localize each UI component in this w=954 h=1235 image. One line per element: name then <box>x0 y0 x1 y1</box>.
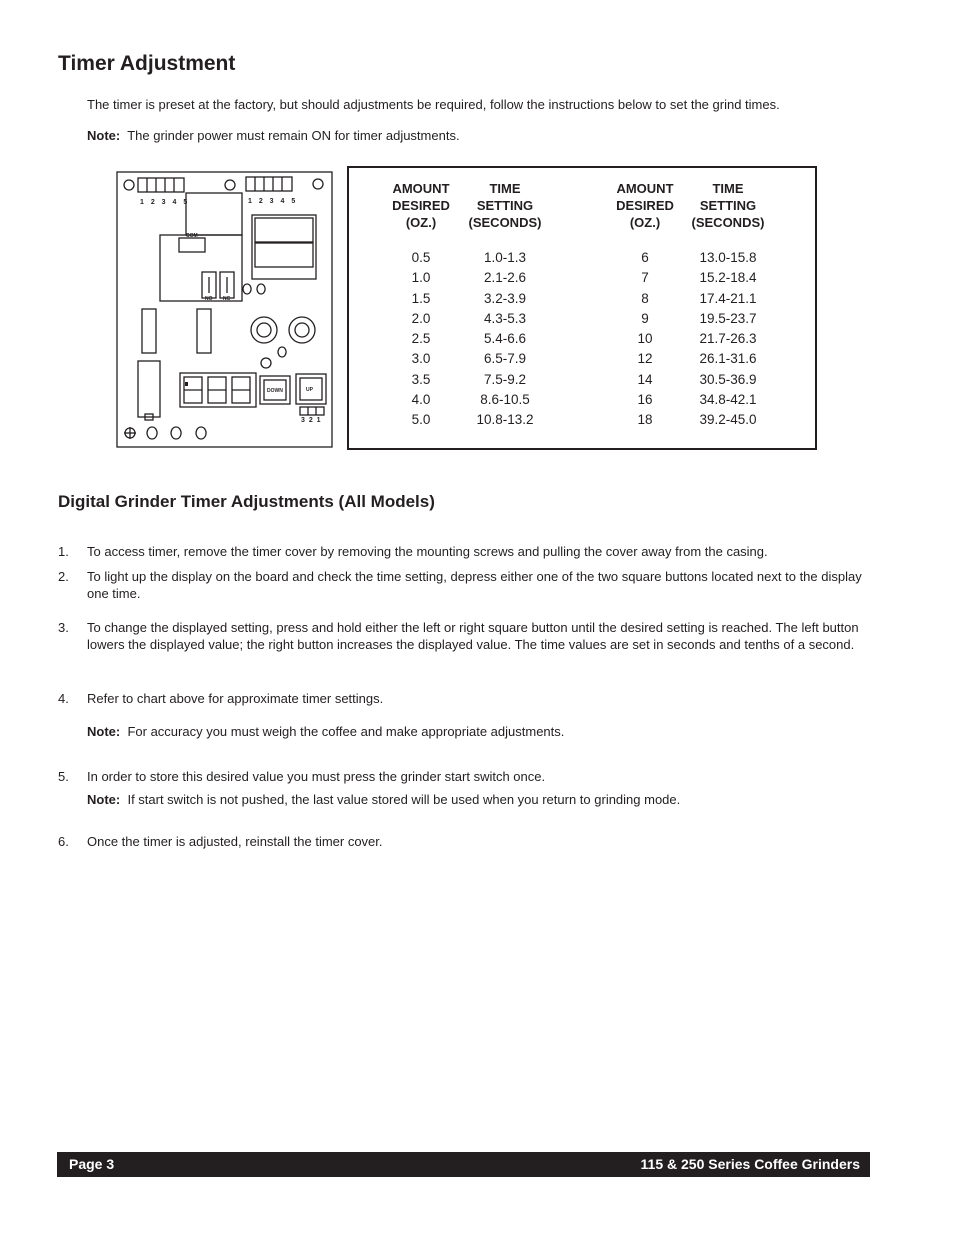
up-label: UP <box>306 387 313 393</box>
page-number: Page 3 <box>69 1156 115 1172</box>
resistor <box>197 309 211 353</box>
table-cell: 13.0-15.8 <box>699 250 757 265</box>
header-time: TIME SETTING (SECONDS) <box>468 181 542 230</box>
section-title: Digital Grinder Timer Adjustments (All Models) <box>58 492 435 511</box>
table-cell: 19.5-23.7 <box>699 310 757 326</box>
terminal-block-right <box>246 177 292 191</box>
fuse <box>138 361 160 417</box>
down-label: DOWN <box>267 388 283 394</box>
table-cell: 14 <box>637 371 653 387</box>
note-label: Note: <box>87 724 121 739</box>
time-column-1 <box>464 248 546 431</box>
bottom-terminal-numbers: 3 2 1 <box>301 417 322 424</box>
potentiometer <box>251 317 277 343</box>
table-cell: 4.0 <box>411 392 431 408</box>
amount-column-1 <box>389 248 453 431</box>
terminal-block-left <box>138 178 184 192</box>
transformer <box>186 193 242 235</box>
resistor <box>142 309 156 353</box>
header-time-2: TIME SETTING (SECONDS) <box>691 181 765 230</box>
com-label: COM <box>186 233 198 239</box>
table-cell: 8.6-10.5 <box>480 392 530 408</box>
table-cell: 10 <box>637 331 653 347</box>
no-label: NO <box>205 296 213 302</box>
table-cell: 8 <box>641 290 649 306</box>
amount-column-2 <box>611 248 679 431</box>
table-cell: 16 <box>637 392 653 408</box>
note-text: The grinder power must remain ON for timer adjustments. <box>127 128 460 143</box>
mounting-hole <box>313 179 323 189</box>
table-cell: 2.5 <box>411 331 431 347</box>
relay <box>160 235 242 301</box>
table-cell: 2.1-2.6 <box>483 270 527 286</box>
table-cell: 18 <box>637 412 653 428</box>
table-cell: 10.8-13.2 <box>476 412 534 428</box>
table-cell: 5.0 <box>411 412 431 428</box>
table-cell: 7.5-9.2 <box>483 371 527 387</box>
table-cell: 17.4-21.1 <box>699 290 757 306</box>
table-cell: 12 <box>637 351 653 367</box>
left-terminal-numbers: 1 2 3 4 5 <box>140 199 190 206</box>
time-column-2 <box>687 248 769 431</box>
mounting-hole <box>225 180 235 190</box>
table-cell: 1.0-1.3 <box>483 250 527 265</box>
table-cell: 6.5-7.9 <box>483 351 527 367</box>
com-terminal <box>179 238 205 252</box>
table-cell: 0.5 <box>411 250 431 265</box>
page-footer <box>57 1152 870 1177</box>
terminal-block-bottom <box>300 407 324 415</box>
table-cell: 15.2-18.4 <box>699 270 757 286</box>
page-title: Timer Adjustment <box>58 52 236 75</box>
table-cell: 21.7-26.3 <box>699 331 757 347</box>
table-cell: 9 <box>641 310 649 326</box>
capacitor-block <box>252 215 316 279</box>
header-amount: AMOUNT DESIRED (OZ.) <box>392 181 450 230</box>
potentiometer <box>289 317 315 343</box>
table-cell: 30.5-36.9 <box>699 371 757 387</box>
timer-settings-table <box>347 166 817 450</box>
table-cell: 4.3-5.3 <box>483 310 527 326</box>
timer-board-diagram <box>116 171 333 448</box>
mounting-hole <box>124 180 134 190</box>
nc-label: NC <box>223 296 231 302</box>
table-cell: 34.8-42.1 <box>699 392 757 408</box>
intro-text: The timer is preset at the factory, but should adjustments be required, follow the instructions below to set the grind times. <box>87 97 780 112</box>
table-cell: 3.0 <box>411 351 431 367</box>
note-accuracy <box>87 723 564 740</box>
table-cell: 39.2-45.0 <box>699 412 757 428</box>
note-label: Note: <box>87 792 121 807</box>
table-cell: 6 <box>641 250 649 265</box>
note-power <box>87 127 460 144</box>
note-text: If start switch is not pushed, the last value stored will be used when you return to grinding mode. <box>127 792 681 807</box>
note-start-switch <box>87 791 680 808</box>
right-terminal-numbers: 1 2 3 4 5 <box>248 198 298 205</box>
table-cell: 2.0 <box>411 310 431 326</box>
mounting-hole <box>261 358 271 368</box>
table-cell: 5.4-6.6 <box>483 331 527 347</box>
note-label: Note: <box>87 128 121 143</box>
table-cell: 1.0 <box>411 270 431 286</box>
table-cell: 1.5 <box>411 290 431 306</box>
product-name: 115 & 250 Series Coffee Grinders <box>640 1156 860 1172</box>
table-cell: 26.1-31.6 <box>699 351 757 367</box>
table-cell: 7 <box>641 270 649 286</box>
table-cell: 3.2-3.9 <box>483 290 527 306</box>
table-cell: 3.5 <box>411 371 431 387</box>
note-text: For accuracy you must weigh the coffee and make appropriate adjustments. <box>127 724 565 739</box>
header-amount-2: AMOUNT DESIRED (OZ.) <box>616 181 674 230</box>
